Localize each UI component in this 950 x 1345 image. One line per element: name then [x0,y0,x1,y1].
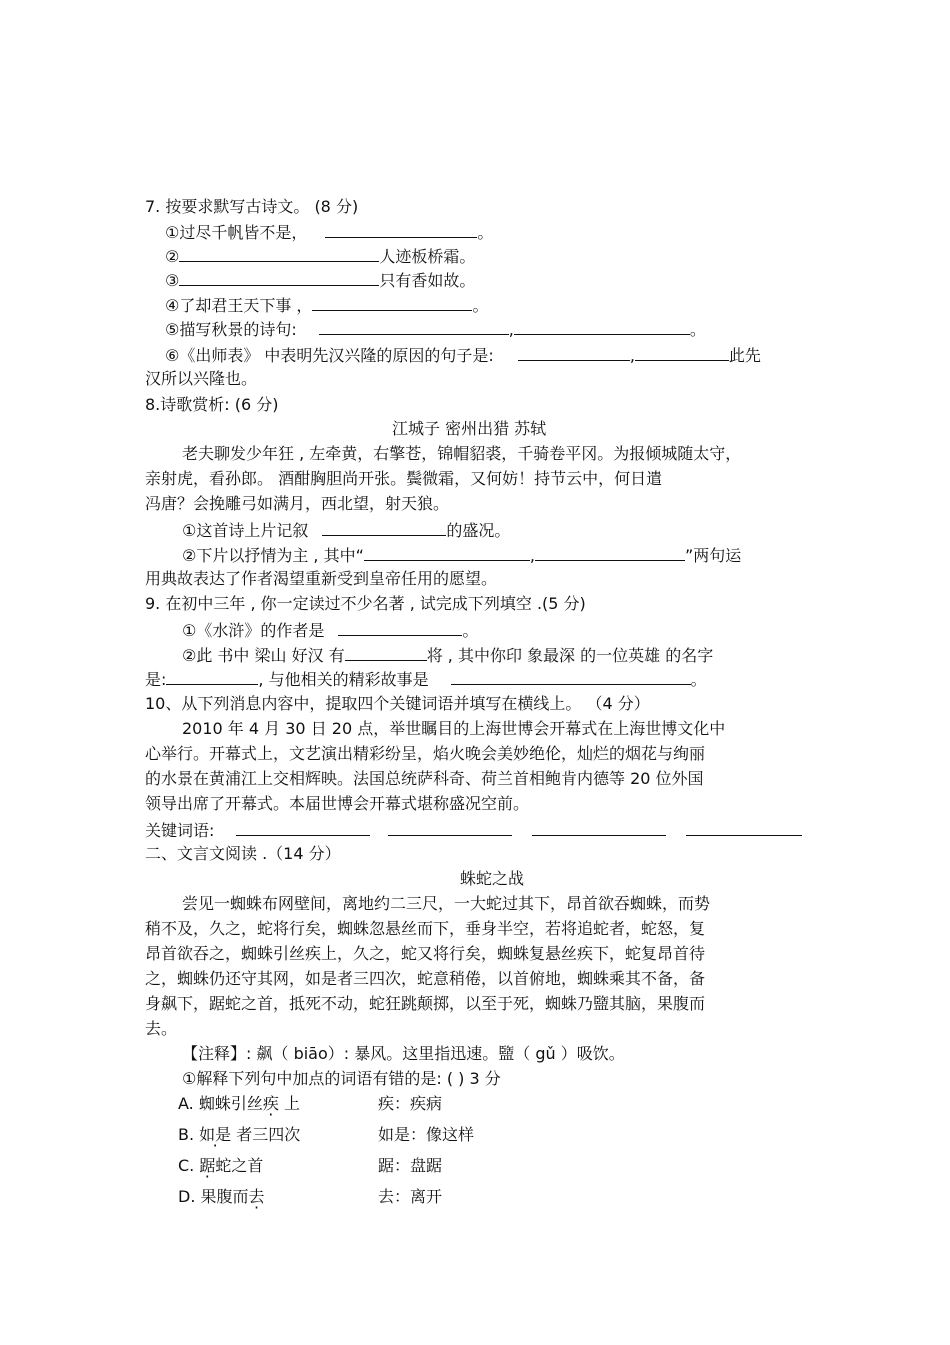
q10-para-4: 领导出席了开幕式。本届世博会开幕式堪称盛况空前。 [145,794,530,813]
poem-title: 江城子 密州出猎 苏轼 [392,419,547,438]
option-b-dotted: 如是 [199,1125,232,1144]
q9-sub-2-cont-mid: , 与他相关的精彩故事是 [258,670,429,689]
q9-sub-2-cont-end: 。 [690,670,707,689]
story-para-4: 之，蜘蛛仍还守其网，如是者三四次，蛇意稍倦，以首俯地，蜘蛛乘其不备，备 [145,969,706,988]
q7-line-2-end: 人迹板桥霜。 [379,247,476,266]
q7-blank-5b[interactable] [514,318,690,335]
q7-line-1-end: 。 [477,223,494,242]
q9-sub-2-cont-text: 是: [145,670,167,689]
q7-blank-6a[interactable] [518,344,630,361]
option-d-explanation: 去：离开 [378,1187,443,1206]
q7-blank-5a[interactable] [319,318,509,335]
q7-line-3-end: 只有香如故。 [379,271,476,290]
q7-blank-1[interactable] [325,221,477,238]
q7-line-2-text: ② [165,247,180,266]
option-c-explanation: 踞：盘踞 [378,1156,443,1175]
q9-blank-2[interactable] [345,644,427,661]
q7-line-2 [165,245,475,267]
q10-keywords-label: 关键词语: [145,821,215,840]
q7-line-5 [165,318,706,340]
q7-blank-2[interactable] [179,245,379,262]
q9-blank-3[interactable] [166,668,258,685]
q9-sub-1-text: ①《水浒》的作者是 [182,621,325,640]
option-c-dotted: 踞 [199,1156,216,1175]
q9-sub-2-mid: 将 , 其中你印 象最深 的一位英雄 的名字 [426,646,714,665]
q9-sub-1 [182,619,478,641]
q7-line-1-text: ①过尽千帆皆不是， [165,223,308,242]
keyword-blank-2[interactable] [388,819,512,836]
q8-sub-1-text: ①这首诗上片记叙 [182,521,309,540]
q7-line-6-cont: 汉所以兴隆也。 [145,369,258,388]
q7-blank-3[interactable] [179,269,379,286]
q7-line-4-text: ④了却君王天下事 ， [165,296,313,315]
option-c[interactable] [178,1156,263,1176]
q7-title: 7. 按要求默写古诗文。 (8 分) [145,197,359,216]
option-a[interactable] [178,1094,300,1114]
story-title: 蛛蛇之战 [460,869,525,888]
q9-title: 9. 在初中三年 , 你一定读过不少名著 , 试完成下列填空 .(5 分) [145,594,586,613]
q10-keywords [145,819,802,841]
q8-blank-1[interactable] [322,519,446,536]
q10-para-3: 的水景在黄浦江上交相辉映。法国总统萨科奇、荷兰首相鲍肯内德等 20 位外国 [145,769,704,788]
q10-title: 10、从下列消息内容中，提取四个关键词语并填写在横线上。 （4 分） [145,694,650,713]
keyword-blank-3[interactable] [532,819,666,836]
story-para-6: 去。 [145,1019,178,1038]
q7-line-6 [165,344,761,366]
q8-sub-2-text: ②下片以抒情为主 , 其中“ [182,546,364,565]
option-d-pre: D. 果腹而 [178,1187,249,1206]
option-c-pre: C. [178,1156,200,1175]
q8-title: 8.诗歌赏析: (6 分) [145,395,279,414]
q10-para-1: 2010 年 4 月 30 日 20 点，举世瞩目的上海世博会开幕式在上海世博文化中 [182,719,726,738]
q7-line-5-text: ⑤描写秋景的诗句: [165,320,297,339]
poem-line-3: 冯唐？会挽雕弓如满月，西北望，射天狼。 [145,494,450,513]
q7-line-1 [165,221,493,243]
q10-para-2: 心举行。开幕式上，文艺演出精彩纷呈，焰火晚会美妙绝伦，灿烂的烟花与绚丽 [145,744,706,763]
option-b-pre: B. [178,1125,200,1144]
q8-sub-1-end: 的盛况。 [446,521,511,540]
q8-sub-1 [182,519,510,541]
keyword-blank-1[interactable] [236,819,370,836]
option-a-explanation: 疾：疾病 [378,1094,443,1113]
q8-blank-2b[interactable] [535,544,685,561]
q7-line-6-text: ⑥《出师表》 中表明先汉兴隆的原因的句子是: [165,346,494,365]
q7-line-3-text: ③ [165,271,180,290]
q7-line-4 [165,294,488,316]
option-d[interactable] [178,1187,265,1207]
annotation: 【注释】: 飙（ biāo）: 暴风。这里指迅速。盬（ gǔ ）吸饮。 [182,1044,625,1063]
option-b-post: 者三四次 [231,1125,301,1144]
q9-blank-4[interactable] [451,668,691,685]
story-para-2: 稍不及，久之，蛇将行矣，蜘蛛忽悬丝而下，垂身半空，若将追蛇者，蛇怒，复 [145,919,706,938]
q9-blank-1[interactable] [338,619,462,636]
option-c-post: 蛇之首 [215,1156,264,1175]
option-b[interactable] [178,1125,300,1145]
q9-sub-2-text: ②此 书中 梁山 好汉 有 [182,646,345,665]
option-a-post: 上 [278,1094,300,1113]
sec2-question-1: ①解释下列句中加点的词语有错的是: ( ) 3 分 [182,1069,501,1088]
q7-line-6-end: 此先 [728,346,761,365]
q7-line-4-end: 。 [472,296,489,315]
q7-line-6-comma: , [629,346,635,365]
q7-blank-4[interactable] [312,294,472,311]
option-d-dotted: 去 [248,1187,265,1206]
q8-sub-2-end: ”两句运 [685,546,742,565]
story-para-3: 昂首欲吞之，蜘蛛引丝疾上，久之，蛇又将行矣，蜘蛛复悬丝疾下，蛇复昂首待 [145,944,706,963]
story-para-5: 身飙下，踞蛇之首，抵死不动，蛇狂跳颠掷，以至于死，蜘蛛乃盬其脑，果腹而 [145,994,706,1013]
q9-sub-1-end: 。 [462,621,479,640]
q7-line-5-comma: , [508,320,514,339]
q8-sub-2 [182,544,741,566]
story-para-1: 尝见一蜘蛛布网壁间，离地约二三尺，一大蛇过其下，昂首欲吞蜘蛛，而势 [182,894,711,913]
option-b-explanation: 如是：像这样 [378,1125,475,1144]
q8-sub-2-comma: , [529,546,535,565]
option-a-pre: A. 蜘蛛引丝 [178,1094,263,1113]
q7-line-3 [165,269,475,291]
section-2-title: 二、文言文阅读 .（14 分） [145,844,341,863]
poem-line-2: 亲射虎，看孙郎。 酒酣胸胆尚开张。鬓微霜，又何妨！持节云中，何日遣 [145,469,663,488]
keyword-blank-4[interactable] [686,819,802,836]
q7-blank-6b[interactable] [635,344,729,361]
q9-sub-2-cont [145,668,707,690]
q9-sub-2 [182,644,713,666]
q8-sub-2-cont: 用典故表达了作者渴望重新受到皇帝任用的愿望。 [145,569,498,588]
poem-line-1: 老夫聊发少年狂 , 左牵黄，右擎苍，锦帽貂裘，千骑卷平冈。为报倾城随太守， [182,444,742,463]
q8-blank-2a[interactable] [364,544,530,561]
q7-line-5-end: 。 [689,320,706,339]
option-a-dotted: 疾 [262,1094,279,1113]
